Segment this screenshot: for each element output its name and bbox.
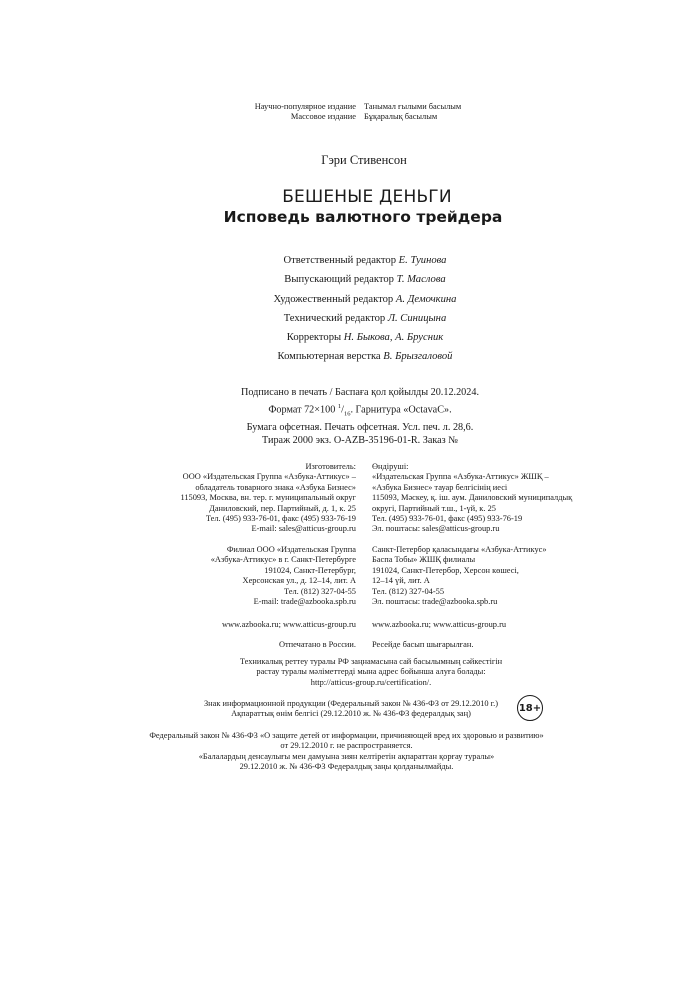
header-left-line: Научно-популярное издание	[254, 102, 356, 111]
manufacturer-ru-line: 115093, Москва, вн. тер. г. муниципальный округ	[180, 493, 356, 503]
branch-ru-line: Филиал ООО «Издательская Группа	[226, 545, 356, 554]
editor-name: В. Брызгаловой	[383, 351, 453, 363]
manufacturer-ru-line: обладатель товарного знака «Азбука Бизнес»	[195, 482, 356, 492]
editor-role: Ответственный редактор	[283, 255, 397, 266]
print-run: Тираж 2000 экз. O-AZB-35196-01-R. Заказ №	[262, 435, 458, 447]
manufacturer-kz	[372, 462, 572, 535]
law-line: от 29.12.2010 г. не распространяется.	[280, 741, 413, 751]
header-left-line: Массовое издание	[290, 112, 356, 122]
editor-name: Л. Синицына	[387, 312, 447, 324]
book-title: БЕШЕНЫЕ ДЕНЬГИ	[282, 187, 452, 207]
editor-line	[0, 309, 693, 328]
branch-ru-line: Херсонская ул., д. 12–14, лит. А	[242, 576, 356, 586]
editor-role: Технический редактор	[283, 312, 386, 324]
editor-role: Выпускающий редактор	[284, 274, 394, 286]
certification-line: http://atticus-group.ru/certification/.	[310, 677, 432, 687]
format-den: 16	[343, 410, 351, 418]
manufacturer-ru-line: ООО «Издательская Группа «Азбука-Аттикус» –	[182, 472, 356, 482]
book-subtitle: Исповедь валютного трейдера	[223, 208, 503, 226]
certification-block	[0, 657, 693, 688]
certification-line: Техникалық реттеу туралы РФ заңнамасына сай басылымның сәйкестігін	[239, 657, 503, 666]
manufacturer-kz-line: «Азбука Бизнес» тауар белгісінің иесі	[372, 482, 508, 492]
manufacturer-kz-line: Тел. (495) 933-76-01, факс (495) 933-76-19	[372, 514, 523, 524]
manufacturer-kz-line: Өндіруші:	[372, 462, 409, 471]
print-format: Формат 72×100 $^1/_{16}$. Гарнитура «OctavaC».	[268, 402, 452, 418]
manufacturer-ru-line: Изготовитель:	[305, 462, 356, 471]
format-suffix: . Гарнитура «OctavaC».	[350, 403, 452, 415]
editor-role: Корректоры	[286, 332, 342, 344]
branch-ru-line: Тел. (812) 327-04-55	[283, 586, 356, 596]
header-right-line: Бұқаралық басылым	[364, 112, 438, 122]
manufacturer-kz-line: «Издательская Группа «Азбука-Аттикус» ЖШҚ –	[372, 472, 549, 482]
editor-name: Т. Маслова	[396, 274, 446, 286]
manufacturer-kz-line: округі, Партийный т.ш., 1-үй, к. 25	[372, 503, 496, 513]
info-sign-block	[0, 699, 693, 720]
info-sign-line: Знак информационной продукции (Федеральный закон № 436-ФЗ от 29.12.2010 г.)	[203, 699, 499, 708]
websites-ru: www.azbooka.ru; www.atticus-group.ru	[221, 620, 356, 629]
manufacturer-kz-line: 115093, Мәскеу, қ. іш. аум. Даниловский муниципалдық	[372, 493, 573, 503]
format-num: 1	[337, 402, 342, 410]
manufacturer-ru-line: Даниловский, пер. Партийный, д. 1, к. 25	[209, 503, 356, 513]
manufacturer-ru-line: E-mail: sales@atticus-group.ru	[251, 524, 356, 534]
manufacturer-kz-line: Эл. поштасы: sales@atticus-group.ru	[372, 524, 500, 534]
law-block	[0, 731, 693, 773]
author: Гэри Стивенсон	[321, 153, 407, 167]
editor-role: Компьютерная верстка	[277, 351, 381, 363]
law-line: «Балалардың денсаулығы мен дамуына зиян келтіретін ақпараттан қорғау туралы»	[198, 751, 495, 761]
format-prefix: Формат 72×100	[268, 403, 336, 415]
header-right	[364, 102, 461, 123]
print-paper: Бумага офсетная. Печать офсетная. Усл. печ. л. 28,6.	[246, 421, 474, 433]
header-left	[255, 102, 356, 123]
editor-name: Е. Туинова	[398, 255, 447, 266]
editor-line	[0, 290, 693, 309]
branch-ru	[211, 545, 356, 607]
editor-name: А. Демочкина	[395, 293, 457, 305]
editor-line	[0, 328, 693, 347]
manufacturer-ru-line: Тел. (495) 933-76-01, факс (495) 933-76-19	[205, 514, 356, 524]
manufacturer-ru	[180, 462, 356, 535]
age-rating-badge: 18+	[517, 695, 543, 721]
print-details	[0, 386, 693, 448]
print-signed: Подписано в печать / Баспаға қол қойылды 20.12.2024.	[240, 387, 480, 398]
info-sign-line: Ақпараттық өнім белгісі (29.12.2010 ж. № 436-ФЗ федералдық заң)	[231, 709, 471, 719]
editor-line	[0, 270, 693, 289]
websites-kz: www.azbooka.ru; www.atticus-group.ru	[372, 620, 507, 629]
law-line: Федеральный закон № 436-ФЗ «О защите детей от информации, причиняющей вред их здоровью и развитию»	[149, 731, 544, 740]
printed-ru: Отпечатано в России.	[278, 640, 356, 649]
editor-line	[0, 251, 693, 270]
header-right-line: Танымал ғылыми басылым	[364, 102, 462, 111]
printed-kz: Ресейде басып шығарылған.	[372, 640, 474, 649]
branch-kz-line: Баспа Тобы» ЖШҚ филиалы	[372, 555, 476, 565]
branch-kz	[372, 545, 547, 607]
branch-kz-line: Эл. поштасы: trade@azbooka.spb.ru	[372, 597, 498, 607]
law-line: 29.12.2010 ж. № 436-ФЗ Федералдық заңы қолданылмайды.	[239, 762, 454, 772]
editor-role: Художественный редактор	[273, 293, 394, 305]
branch-kz-line: 12–14 үй, лит. А	[372, 576, 430, 586]
branch-ru-line: E-mail: trade@azbooka.spb.ru	[253, 597, 356, 607]
editors-block	[0, 251, 693, 367]
branch-kz-line: Тел. (812) 327-04-55	[372, 586, 445, 596]
branch-ru-line: «Азбука-Аттикус» в г. Санкт-Петербурге	[210, 555, 356, 565]
editor-line	[0, 347, 693, 366]
editor-name: Н. Быкова, А. Брусник	[343, 332, 444, 344]
branch-ru-line: 191024, Санкт-Петербург,	[264, 565, 356, 575]
certification-line: растау туралы мәліметтерді мына адрес бойынша алуға болады:	[256, 667, 486, 677]
branch-kz-line: 191024, Санкт-Петербор, Херсон көшесі,	[372, 565, 519, 575]
branch-kz-line: Санкт-Петербор қаласындағы «Азбука-Аттикус»	[372, 545, 547, 554]
